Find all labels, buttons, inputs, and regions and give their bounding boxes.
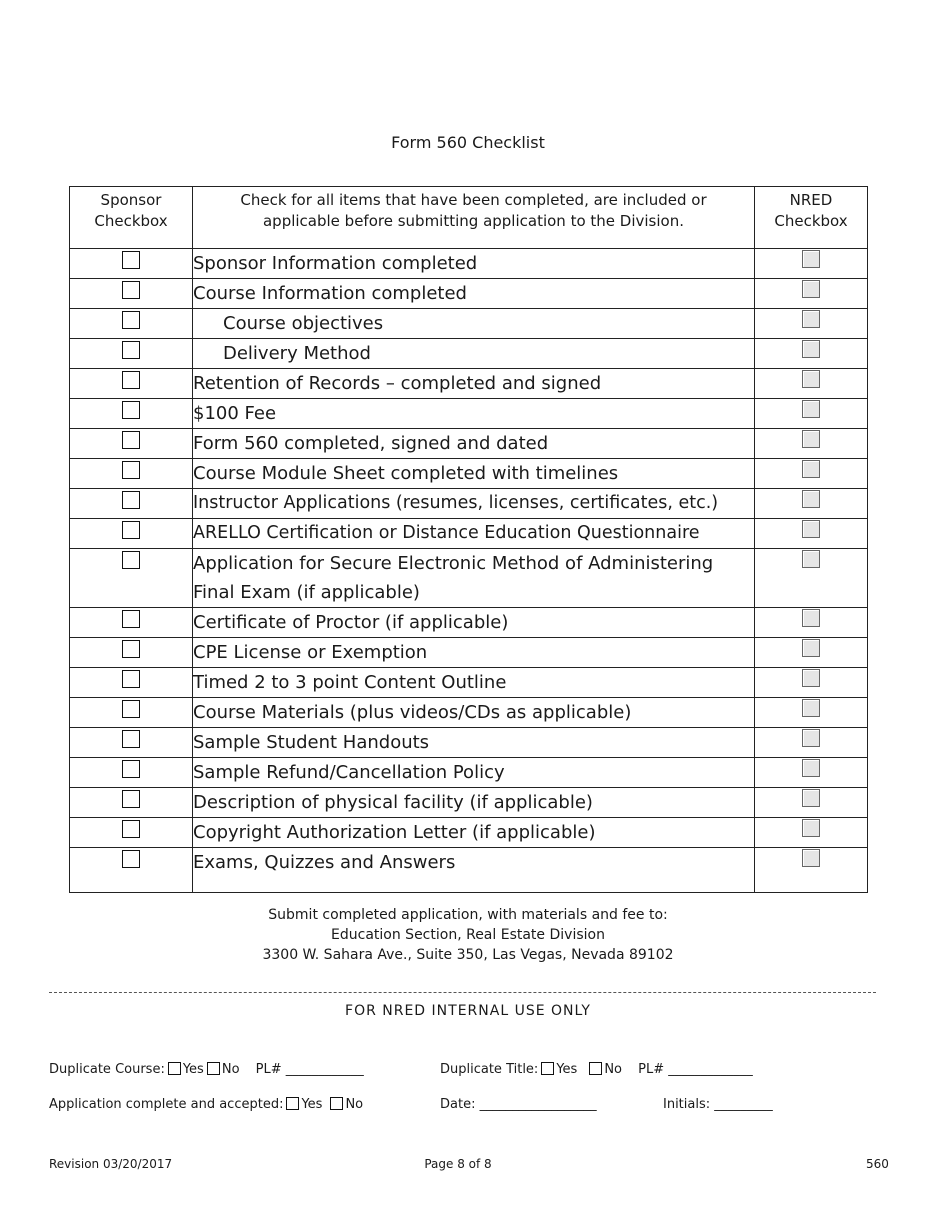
nred-checkbox[interactable] <box>802 819 820 837</box>
duplicate-title-pl-field[interactable]: PL# _____________ <box>638 1062 753 1077</box>
nred-checkbox[interactable] <box>802 250 820 268</box>
duplicate-course-no-checkbox[interactable] <box>207 1062 220 1075</box>
checklist-item-label: Instructor Applications (resumes, licenses, certificates, etc.) <box>193 489 755 519</box>
sponsor-checkbox-cell <box>70 489 193 519</box>
checklist-item-label: CPE License or Exemption <box>193 638 755 668</box>
checklist-row <box>70 429 868 459</box>
duplicate-course-yes-label: Yes <box>182 1062 204 1077</box>
checklist-item-label: Course Module Sheet completed with timelines <box>193 459 755 489</box>
sponsor-checkbox-cell <box>70 279 193 309</box>
checklist-row <box>70 519 868 549</box>
nred-checkbox[interactable] <box>802 400 820 418</box>
submit-line-1: Submit completed application, with materials and fee to: <box>268 907 668 923</box>
sponsor-checkbox-cell <box>70 668 193 698</box>
nred-checkbox[interactable] <box>802 550 820 568</box>
sponsor-checkbox[interactable] <box>122 371 140 389</box>
checklist-item-label: $100 Fee <box>193 399 755 429</box>
sponsor-checkbox-cell <box>70 608 193 638</box>
sponsor-column-header: Sponsor Checkbox <box>70 187 193 249</box>
checklist-item-label: Retention of Records – completed and signed <box>193 369 755 399</box>
duplicate-course-pl-field[interactable]: PL# ____________ <box>255 1062 364 1077</box>
form-number: 560 <box>866 1157 889 1171</box>
sponsor-checkbox[interactable] <box>122 341 140 359</box>
checklist-table <box>69 186 868 893</box>
nred-checkbox[interactable] <box>802 520 820 538</box>
sponsor-checkbox-cell <box>70 818 193 848</box>
duplicate-title-yes-checkbox[interactable] <box>541 1062 554 1075</box>
nred-checkbox-cell <box>755 549 868 608</box>
checklist-row <box>70 788 868 818</box>
duplicate-title-yes-label: Yes <box>556 1062 578 1077</box>
sponsor-checkbox[interactable] <box>122 401 140 419</box>
checklist-row <box>70 459 868 489</box>
nred-checkbox-cell <box>755 788 868 818</box>
submit-line-2: Education Section, Real Estate Division <box>331 927 605 943</box>
checklist-row <box>70 698 868 728</box>
sponsor-checkbox-cell <box>70 519 193 549</box>
sponsor-checkbox-cell <box>70 369 193 399</box>
sponsor-checkbox-cell <box>70 728 193 758</box>
checklist-item-label: Certificate of Proctor (if applicable) <box>193 608 755 638</box>
checklist-item-label: Exams, Quizzes and Answers <box>193 848 755 893</box>
nred-checkbox[interactable] <box>802 460 820 478</box>
checklist-item-label: Course objectives <box>193 309 755 339</box>
nred-checkbox-cell <box>755 309 868 339</box>
sponsor-checkbox-cell <box>70 848 193 893</box>
duplicate-title-no-label: No <box>604 1062 622 1077</box>
nred-checkbox[interactable] <box>802 759 820 777</box>
nred-checkbox-cell <box>755 758 868 788</box>
submit-line-3: 3300 W. Sahara Ave., Suite 350, Las Vegas, Nevada 89102 <box>262 947 674 963</box>
duplicate-course-no-label: No <box>221 1062 240 1077</box>
duplicate-course-group <box>49 1062 364 1078</box>
application-accepted-yes-checkbox[interactable] <box>286 1097 299 1110</box>
checklist-row <box>70 249 868 279</box>
nred-checkbox-cell <box>755 728 868 758</box>
nred-checkbox[interactable] <box>802 310 820 328</box>
checklist-row <box>70 399 868 429</box>
checklist-row <box>70 339 868 369</box>
nred-checkbox[interactable] <box>802 430 820 448</box>
nred-checkbox[interactable] <box>802 699 820 717</box>
nred-checkbox[interactable] <box>802 490 820 508</box>
checklist-item-label: Sponsor Information completed <box>193 249 755 279</box>
nred-checkbox-cell <box>755 638 868 668</box>
sponsor-checkbox[interactable] <box>122 790 140 808</box>
nred-checkbox-cell <box>755 279 868 309</box>
checklist-row <box>70 369 868 399</box>
nred-checkbox-cell <box>755 429 868 459</box>
date-field[interactable]: Date: __________________ <box>440 1097 597 1112</box>
nred-checkbox[interactable] <box>802 669 820 687</box>
sponsor-checkbox[interactable] <box>122 491 140 509</box>
nred-checkbox[interactable] <box>802 729 820 747</box>
internal-use-heading: FOR NRED INTERNAL USE ONLY <box>345 1003 591 1019</box>
checklist-row <box>70 668 868 698</box>
sponsor-checkbox[interactable] <box>122 850 140 868</box>
nred-checkbox-cell <box>755 489 868 519</box>
nred-checkbox-cell <box>755 249 868 279</box>
nred-checkbox-cell <box>755 848 868 893</box>
duplicate-title-group <box>440 1062 753 1078</box>
nred-checkbox[interactable] <box>802 280 820 298</box>
sponsor-checkbox-cell <box>70 459 193 489</box>
nred-checkbox[interactable] <box>802 639 820 657</box>
sponsor-checkbox[interactable] <box>122 730 140 748</box>
application-accepted-no-label: No <box>345 1097 364 1112</box>
header-row <box>70 187 868 249</box>
sponsor-checkbox[interactable] <box>122 251 140 269</box>
sponsor-checkbox[interactable] <box>122 551 140 569</box>
revision-date: Revision 03/20/2017 <box>49 1157 173 1171</box>
nred-checkbox[interactable] <box>802 609 820 627</box>
checklist-row <box>70 638 868 668</box>
sponsor-checkbox[interactable] <box>122 760 140 778</box>
checklist-item-label: Sample Student Handouts <box>193 728 755 758</box>
nred-checkbox-cell <box>755 369 868 399</box>
checklist-item-label: Application for Secure Electronic Method of Administering Final Exam (if applicable) <box>193 549 755 608</box>
sponsor-checkbox[interactable] <box>122 431 140 449</box>
checklist-item-label: Timed 2 to 3 point Content Outline <box>193 668 755 698</box>
sponsor-checkbox-cell <box>70 309 193 339</box>
nred-checkbox[interactable] <box>802 370 820 388</box>
checklist-item-label: Sample Refund/Cancellation Policy <box>193 758 755 788</box>
sponsor-checkbox-cell <box>70 339 193 369</box>
checklist-item-label: Delivery Method <box>193 339 755 369</box>
nred-checkbox-cell <box>755 519 868 549</box>
sponsor-checkbox-cell <box>70 399 193 429</box>
duplicate-title-label: Duplicate Title: <box>440 1062 539 1077</box>
duplicate-course-label: Duplicate Course: <box>49 1062 165 1077</box>
sponsor-checkbox[interactable] <box>122 820 140 838</box>
checklist-item-label: Copyright Authorization Letter (if applicable) <box>193 818 755 848</box>
application-accepted-no-checkbox[interactable] <box>330 1097 343 1110</box>
instructions-column-header: Check for all items that have been completed, are included or applicable before submitting application to the Division. <box>193 187 755 249</box>
nred-column-header: NRED Checkbox <box>755 187 868 249</box>
sponsor-checkbox[interactable] <box>122 521 140 539</box>
checklist-row <box>70 549 868 608</box>
sponsor-checkbox-cell <box>70 698 193 728</box>
sponsor-checkbox[interactable] <box>122 610 140 628</box>
initials-field[interactable]: Initials: _________ <box>663 1097 773 1112</box>
dashed-separator <box>49 992 876 993</box>
checklist-item-label: Description of physical facility (if applicable) <box>193 788 755 818</box>
checklist-row <box>70 608 868 638</box>
sponsor-checkbox-cell <box>70 429 193 459</box>
nred-checkbox[interactable] <box>802 340 820 358</box>
checklist-row <box>70 728 868 758</box>
application-accepted-yes-label: Yes <box>301 1097 323 1112</box>
application-accepted-label: Application complete and accepted: <box>49 1097 284 1112</box>
nred-checkbox-cell <box>755 459 868 489</box>
page-number: Page 8 of 8 <box>424 1157 492 1171</box>
sponsor-checkbox[interactable] <box>122 700 140 718</box>
sponsor-checkbox[interactable] <box>122 281 140 299</box>
form-title: Form 560 Checklist <box>391 133 545 152</box>
nred-checkbox-cell <box>755 818 868 848</box>
nred-checkbox-cell <box>755 698 868 728</box>
checklist-row <box>70 758 868 788</box>
checklist-item-label: ARELLO Certification or Distance Education Questionnaire <box>193 519 755 549</box>
nred-checkbox-cell <box>755 668 868 698</box>
checklist-item-label: Course Information completed <box>193 279 755 309</box>
nred-checkbox-cell <box>755 608 868 638</box>
checklist-row <box>70 279 868 309</box>
checklist-item-label: Form 560 completed, signed and dated <box>193 429 755 459</box>
nred-checkbox[interactable] <box>802 789 820 807</box>
checklist-item-label: Course Materials (plus videos/CDs as applicable) <box>193 698 755 728</box>
nred-checkbox[interactable] <box>802 849 820 867</box>
sponsor-checkbox[interactable] <box>122 311 140 329</box>
duplicate-title-no-checkbox[interactable] <box>589 1062 602 1075</box>
sponsor-checkbox[interactable] <box>122 640 140 658</box>
checklist-row <box>70 309 868 339</box>
checklist-row <box>70 489 868 519</box>
sponsor-checkbox[interactable] <box>122 670 140 688</box>
sponsor-checkbox-cell <box>70 758 193 788</box>
nred-checkbox-cell <box>755 399 868 429</box>
checklist-row <box>70 818 868 848</box>
sponsor-checkbox-cell <box>70 788 193 818</box>
sponsor-checkbox-cell <box>70 638 193 668</box>
application-accepted-group <box>49 1097 363 1113</box>
sponsor-checkbox-cell <box>70 249 193 279</box>
nred-checkbox-cell <box>755 339 868 369</box>
checklist-row <box>70 848 868 893</box>
sponsor-checkbox[interactable] <box>122 461 140 479</box>
submit-instructions <box>0 905 936 965</box>
sponsor-checkbox-cell <box>70 549 193 608</box>
duplicate-course-yes-checkbox[interactable] <box>168 1062 181 1075</box>
